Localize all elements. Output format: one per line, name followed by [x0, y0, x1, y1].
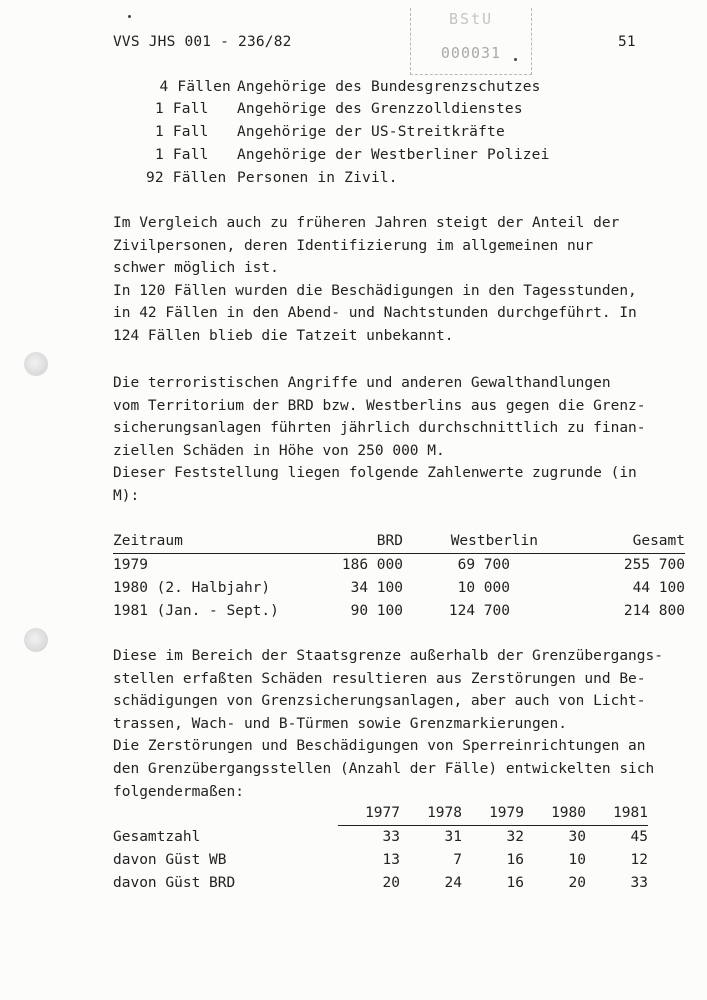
- speck: [128, 15, 131, 18]
- case-count: 1 Fall: [155, 147, 209, 163]
- text-line: Dieser Feststellung liegen folgende Zahlenwerte zugrunde (in: [113, 465, 637, 482]
- case-label: Angehörige des Grenzzolldienstes: [237, 101, 523, 117]
- text-line: schwer möglich ist.: [113, 260, 279, 277]
- text-line: Die terroristischen Angriffe und anderen Gewalthandlungen: [113, 375, 611, 391]
- paragraph-destructions: [113, 645, 703, 803]
- text-line: trassen, Wach- und B-Türmen sowie Grenzmarkierungen.: [113, 715, 567, 732]
- table-row: [113, 872, 648, 895]
- column-header: 1980: [524, 802, 586, 826]
- text-line: Im Vergleich auch zu früheren Jahren steigt der Anteil der: [113, 215, 620, 231]
- table-cell: 16: [506, 852, 524, 868]
- table-cell: 1981 (Jan. - Sept.): [113, 603, 279, 619]
- row-label: davon Güst WB: [113, 852, 227, 868]
- text-line: In 120 Fällen wurden die Beschädigungen in den Tagesstunden,: [113, 282, 637, 299]
- text-line: schädigungen von Grenzsicherungsanlagen, aber auch von Licht-: [113, 693, 646, 710]
- table-row: [113, 826, 648, 850]
- table-header-row: [113, 802, 648, 826]
- case-label: Angehörige der US-Streitkräfte: [237, 124, 505, 140]
- text-line: in 42 Fällen in den Abend- und Nachtstunden durchgeführt. In: [113, 305, 637, 322]
- table-cell: 20: [382, 875, 400, 891]
- table-cell: 186 000: [341, 557, 403, 573]
- table-cell: 33: [630, 875, 648, 891]
- table-cell: 45: [630, 829, 648, 845]
- table-cell: 90 100: [350, 603, 403, 619]
- column-header: Zeitraum: [113, 533, 183, 549]
- damages-table: [113, 530, 685, 623]
- table-cell: 124 700: [448, 603, 510, 619]
- table-cell: 32: [506, 829, 524, 845]
- table-cell: 16: [506, 875, 524, 891]
- text-line: folgendermaßen:: [113, 783, 244, 800]
- table-row: [113, 849, 648, 872]
- column-header: BRD: [376, 533, 403, 549]
- table-cell: 31: [444, 829, 462, 845]
- paragraph-identification: [113, 212, 703, 348]
- column-header: Westberlin: [450, 533, 538, 549]
- text-line: M):: [113, 487, 140, 504]
- table-cell: 214 800: [623, 603, 685, 619]
- text-line: ziellen Schäden in Höhe von 250 000 M.: [113, 442, 445, 459]
- table-cell: 20: [568, 875, 586, 891]
- table-cell: 1979: [113, 557, 148, 573]
- table-row: [113, 577, 685, 600]
- text-line: vom Territorium der BRD bzw. Westberlins aus gegen die Grenz-: [113, 397, 646, 414]
- column-header: 1979: [462, 802, 524, 826]
- table-cell: 1980 (2. Halbjahr): [113, 580, 271, 596]
- table-cell: 7: [453, 852, 462, 868]
- case-label: Personen in Zivil.: [237, 170, 398, 186]
- text-line: den Grenzübergangsstellen (Anzahl der Fälle) entwickelten sich: [113, 760, 655, 777]
- paragraph-damages: [113, 372, 703, 508]
- table-cell: 10 000: [457, 580, 510, 596]
- table-cell: 12: [630, 852, 648, 868]
- column-header: Gesamt: [632, 533, 685, 549]
- table-cell: 44 100: [632, 580, 685, 596]
- case-label: Angehörige der Westberliner Polizei: [237, 147, 550, 163]
- text-line: stellen erfaßten Schäden resultieren aus Zerstörungen und Be-: [113, 670, 646, 687]
- case-count: 1 Fall: [155, 124, 209, 140]
- text-line: sicherungsanlagen führten jährlich durchschnittlich zu finan-: [113, 420, 646, 437]
- text-line: Die Zerstörungen und Beschädigungen von Sperreinrichtungen an: [113, 738, 646, 755]
- table-cell: 33: [382, 829, 400, 845]
- table-cell: 24: [444, 875, 462, 891]
- case-label: Angehörige des Bundesgrenzschutzes: [237, 79, 541, 95]
- column-header: 1978: [400, 802, 462, 826]
- case-count: 92 Fällen: [146, 170, 227, 186]
- table-cell: 69 700: [457, 557, 510, 573]
- table-header-row: [113, 530, 685, 554]
- table-cell: 34 100: [350, 580, 403, 596]
- column-header: 1981: [586, 802, 648, 826]
- table-cell: 255 700: [623, 557, 685, 573]
- text-line: Zivilpersonen, deren Identifizierung im allgemeinen nur: [113, 237, 594, 254]
- table-cell: 13: [382, 852, 400, 868]
- row-label: davon Güst BRD: [113, 875, 236, 891]
- text-line: 124 Fällen blieb die Tatzeit unbekannt.: [113, 327, 454, 344]
- archive-stamp: [410, 8, 532, 75]
- stamp-label: BStU: [448, 10, 494, 28]
- crossing-table: [113, 802, 648, 895]
- column-header: 1977: [338, 802, 400, 826]
- table-row: [113, 600, 685, 623]
- page-number: 51: [618, 34, 636, 50]
- document-reference: VVS JHS 001 - 236/82: [113, 34, 292, 50]
- punch-hole-bottom: [24, 628, 48, 652]
- text-line: Diese im Bereich der Staatsgrenze außerhalb der Grenzübergangs-: [113, 648, 663, 664]
- punch-hole-top: [24, 352, 48, 376]
- table-cell: 30: [568, 829, 586, 845]
- case-count: 4 Fällen: [159, 79, 231, 95]
- table-row: [113, 554, 685, 578]
- row-label: Gesamtzahl: [113, 828, 201, 845]
- stamp-number: 000031: [440, 44, 502, 62]
- table-cell: 10: [568, 852, 586, 868]
- case-count: 1 Fall: [155, 101, 209, 117]
